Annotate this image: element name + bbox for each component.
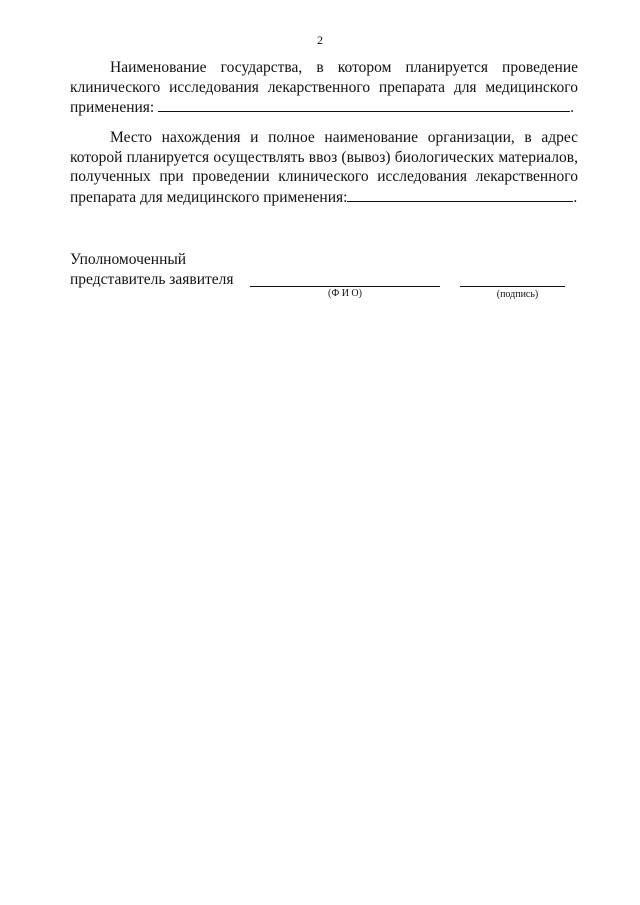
country-line-1: Наименование государства, в котором планируется проведение (110, 59, 578, 76)
country-line-3 (70, 97, 578, 118)
representative-label-line-1: Уполномоченный (70, 251, 187, 268)
signature-caption: (подпись) (496, 289, 539, 300)
organization-line-1: Место нахождения и полное наименование организации, в адрес (110, 129, 578, 146)
organization-paragraph (70, 128, 578, 207)
organization-line-2: которой планируется осуществлять ввоз (вывоз) биологических материалов, (70, 148, 578, 166)
organization-line-end: . (573, 188, 578, 206)
representative-label-line-2: представитель заявителя (70, 270, 234, 288)
organization-line-4 (70, 187, 578, 208)
organization-line-3: полученных при проведении клинического исследования лекарственного (70, 168, 578, 185)
fio-caption: (Ф И О) (327, 288, 362, 299)
organization-label: препарата для медицинского применения: (70, 188, 348, 206)
page-number: 2 (317, 33, 323, 47)
country-line-2: клинического исследования лекарственного препарата для медицинского (70, 78, 578, 96)
country-label: применения: (70, 99, 155, 116)
signature-field[interactable] (460, 270, 565, 287)
country-field[interactable] (158, 97, 570, 112)
country-line-end: . (570, 99, 574, 116)
fio-field[interactable] (250, 270, 440, 287)
organization-field[interactable] (347, 187, 573, 202)
country-paragraph (70, 58, 578, 118)
